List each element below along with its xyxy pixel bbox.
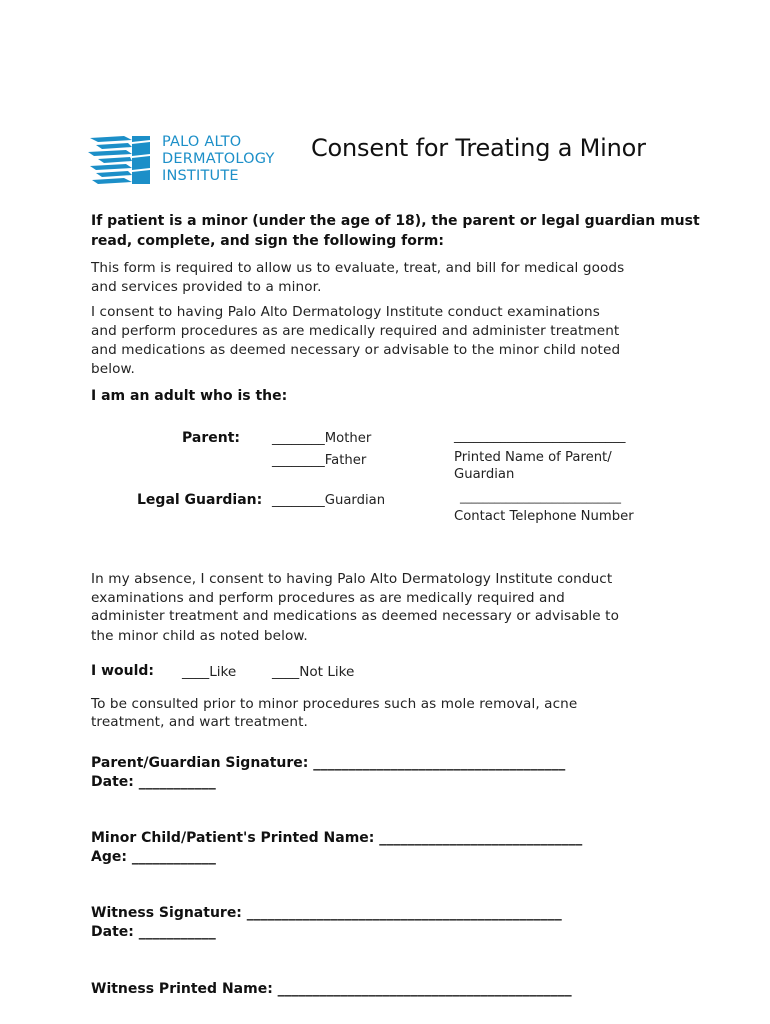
adult-heading: I am an adult who is the: <box>91 388 288 404</box>
consent-line-3: and medications as deemed necessary or advisable to the minor child noted <box>91 342 621 358</box>
consent-line-2: and perform procedures as are medically required and administer treatment <box>91 323 620 339</box>
guardian-date-field[interactable]: Date: ___________ <box>91 774 216 790</box>
absence-consent-line-3: administer treatment and medications as deemed necessary or advisable to <box>91 608 619 624</box>
guardian-field[interactable]: ________Guardian <box>272 493 386 508</box>
preference-label: I would: <box>91 663 155 679</box>
contact-phone-label: Contact Telephone Number <box>454 509 634 524</box>
absence-consent-line-1: In my absence, I consent to having Palo Alto Dermatology Institute conduct <box>91 571 613 587</box>
minor-age-field[interactable]: Age: ____________ <box>91 849 216 865</box>
minor-name-field[interactable]: Minor Child/Patient's Printed Name: _____________________________ <box>91 830 583 846</box>
consent-line-1: I consent to having Palo Alto Dermatology Institute conduct examinations <box>91 304 600 320</box>
witness-date-field[interactable]: Date: ___________ <box>91 924 216 940</box>
printed-name-field[interactable]: __________________________ <box>454 429 626 444</box>
father-field[interactable]: ________Father <box>272 453 367 468</box>
intro-instruction-line-2: read, complete, and sign the following form: <box>91 233 444 249</box>
purpose-line-2: and services provided to a minor. <box>91 279 322 295</box>
intro-instruction-line-1: If patient is a minor (under the age of 18), the parent or legal guardian must <box>91 213 700 229</box>
consult-line-2: treatment, and wart treatment. <box>91 714 308 730</box>
absence-consent-line-4: the minor child as noted below. <box>91 628 308 644</box>
purpose-line-1: This form is required to allow us to evaluate, treat, and bill for medical goods <box>91 260 625 276</box>
consult-line-1: To be consulted prior to minor procedures such as mole removal, acne <box>91 696 578 712</box>
witness-signature-field[interactable]: Witness Signature: _____________________________________________ <box>91 905 562 921</box>
printed-name-label-line-1: Printed Name of Parent/ <box>454 450 612 465</box>
logo-mark-icon <box>88 134 158 188</box>
not-like-option[interactable]: ____Not Like <box>272 664 355 680</box>
absence-consent-line-2: examinations and perform procedures as are medically required and <box>91 590 565 606</box>
parent-label: Parent: <box>182 430 240 446</box>
document-title: Consent for Treating a Minor <box>311 134 646 162</box>
like-option[interactable]: ____Like <box>182 664 237 680</box>
legal-guardian-label: Legal Guardian: <box>137 492 263 508</box>
contact-phone-field[interactable]: ____________________________ <box>460 490 621 504</box>
guardian-signature-field[interactable]: Parent/Guardian Signature: ____________________________________ <box>91 755 566 771</box>
logo-wordmark <box>162 134 275 185</box>
logo-line-1: PALO ALTO <box>162 134 242 150</box>
consent-line-4: below. <box>91 361 135 377</box>
mother-field[interactable]: ________Mother <box>272 431 372 446</box>
logo-line-3: INSTITUTE <box>162 168 239 184</box>
institute-logo <box>88 134 298 188</box>
logo-line-2: DERMATOLOGY <box>162 151 275 167</box>
printed-name-label-line-2: Guardian <box>454 467 515 482</box>
witness-printed-name-field[interactable]: Witness Printed Name: __________________________________________ <box>91 981 572 997</box>
